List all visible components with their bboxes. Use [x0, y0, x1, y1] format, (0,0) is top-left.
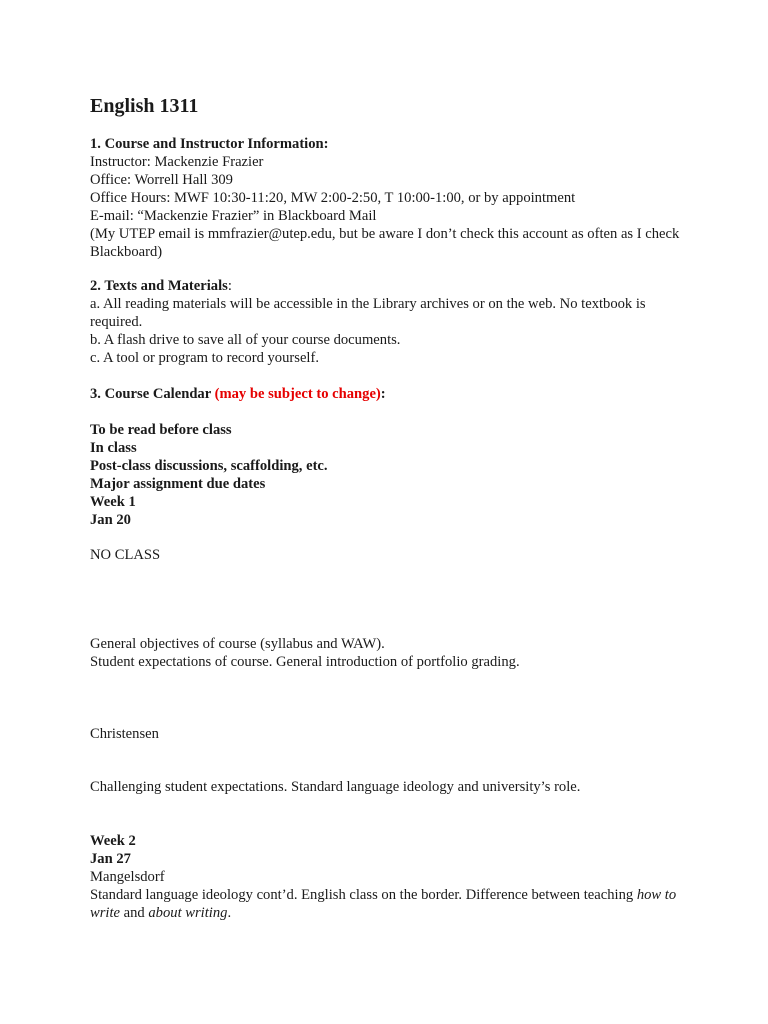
instructor-line: Instructor: Mackenzie Frazier: [90, 154, 264, 170]
section-1-heading: 1. Course and Instructor Information:: [90, 136, 329, 152]
week-1-objectives: [90, 635, 690, 671]
week-2-label: Week 2: [90, 833, 136, 849]
section-2-heading-text: 2. Texts and Materials: [90, 278, 228, 294]
materials-item-a: a. All reading materials will be accessible in the Library archives or on the web. No textbook is required.: [90, 296, 646, 330]
materials-item-b: b. A flash drive to save all of your course documents.: [90, 332, 401, 348]
week-2-desc-end: .: [227, 905, 232, 921]
section-course-calendar-heading: [90, 385, 690, 403]
section-2-heading-colon: :: [227, 278, 232, 294]
week-1-date: Jan 20: [90, 512, 131, 528]
materials-item-c: c. A tool or program to record yourself.: [90, 350, 319, 366]
column-header-due-dates: Major assignment due dates: [90, 476, 266, 492]
week-2-desc-italic-1: how to write: [90, 887, 677, 921]
column-header-read-before: To be read before class: [90, 422, 232, 438]
section-2-heading: [90, 277, 690, 295]
section-texts-materials: [90, 277, 690, 367]
week-1-objective-3: Challenging student expectations. Standard language ideology and university’s role.: [90, 779, 581, 795]
section-course-instructor: [90, 135, 690, 261]
document-title: English 1311: [90, 95, 199, 117]
week-1-objective-2: Student expectations of course. General introduction of portfolio grading.: [90, 654, 520, 670]
week-1-objective-1: General objectives of course (syllabus and WAW).: [90, 636, 385, 652]
calendar-column-headers: [90, 421, 690, 529]
section-3-heading-text: 3. Course Calendar: [90, 386, 215, 402]
email-line: E-mail: “Mackenzie Frazier” in Blackboard Mail: [90, 208, 377, 224]
week-2-date: Jan 27: [90, 851, 131, 867]
week-2-description: [90, 886, 690, 922]
week-1-reading: Christensen: [90, 726, 159, 742]
column-header-in-class: In class: [90, 440, 137, 456]
office-hours-line: Office Hours: MWF 10:30-11:20, MW 2:00-2:50, T 10:00-1:00, or by appointment: [90, 190, 576, 206]
week-2-desc-and: and: [120, 905, 149, 921]
week-2-block: [90, 832, 690, 922]
week-2-desc-part-1: Standard language ideology cont’d. English class on the border. Difference between teaching: [90, 887, 637, 903]
subject-to-change-note: (may be subject to change): [214, 386, 381, 402]
week-2-desc-italic-2: about writing: [148, 905, 228, 921]
section-3-heading-colon: :: [380, 386, 386, 402]
office-line: Office: Worrell Hall 309: [90, 172, 233, 188]
column-header-post-class: Post-class discussions, scaffolding, etc.: [90, 458, 328, 474]
no-class-note: NO CLASS: [90, 547, 161, 563]
section-3-heading: [90, 385, 690, 403]
email-note: (My UTEP email is mmfrazier@utep.edu, but be aware I don’t check this account as often as I check Blackboard): [90, 226, 680, 260]
week-2-reading: Mangelsdorf: [90, 869, 165, 885]
week-1-label: Week 1: [90, 494, 136, 510]
